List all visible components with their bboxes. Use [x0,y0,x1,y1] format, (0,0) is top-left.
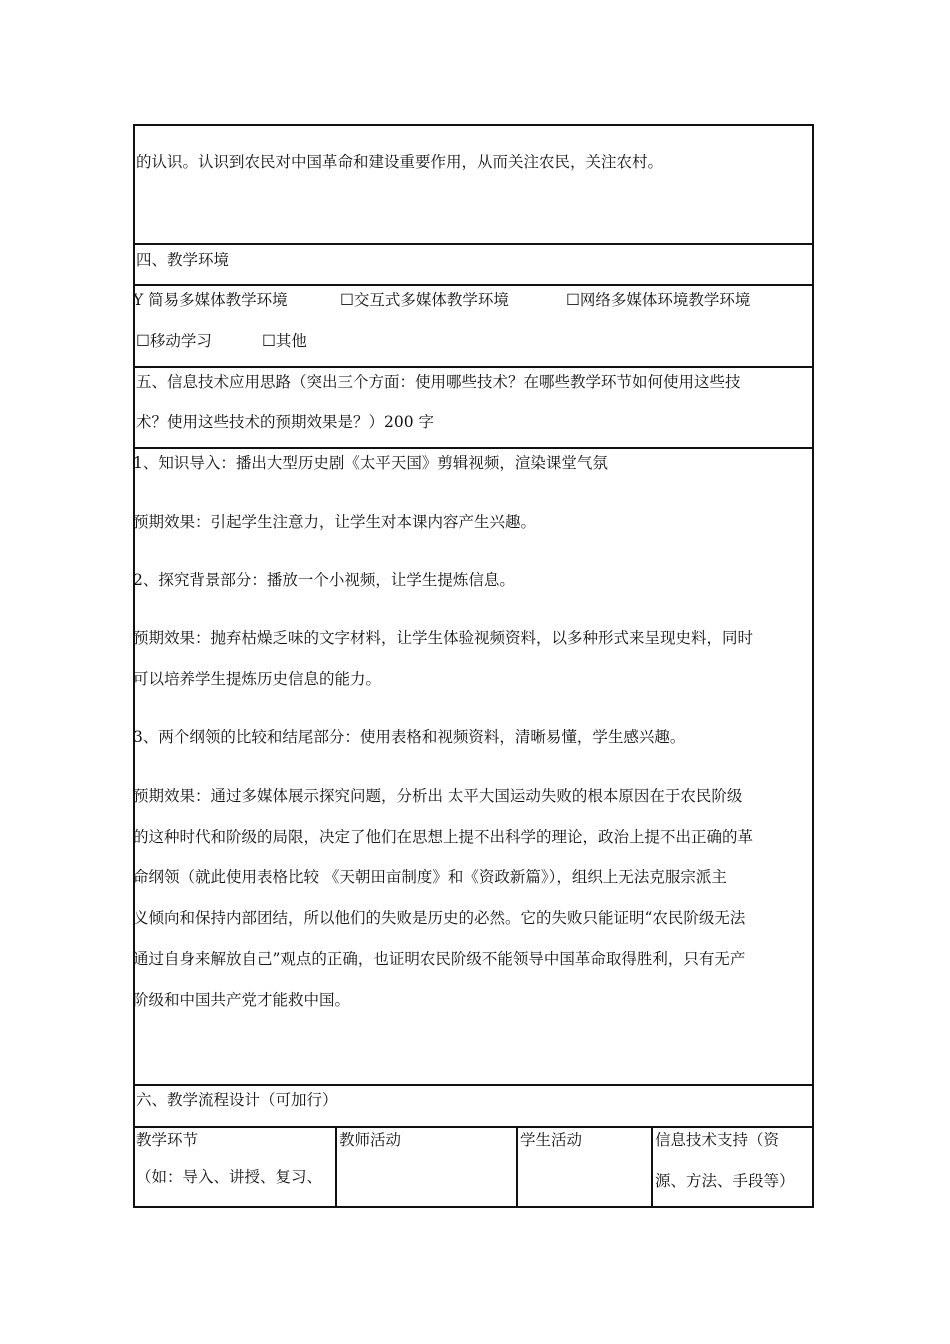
column-header-it-support: 源、方法、手段等） [655,1172,795,1190]
table-border-bottom [133,1206,814,1208]
it-approach-line: 预期效果：引起学生注意力，让学生对本课内容产生兴趣。 [133,513,537,531]
column-header-teacher-activity: 教师活动 [339,1131,402,1149]
it-approach-line: 阶级和中国共产党才能救中国。 [133,991,351,1009]
lesson-plan-table [133,124,814,1208]
row-divider [133,447,814,449]
it-approach-line: 预期效果：抛弃枯燥乏味的文字材料，让学生体验视频资料，以多种形式来呈现史料，同时 [133,629,754,647]
table-border-left [133,124,135,1208]
column-header-student-activity: 学生活动 [520,1131,583,1149]
it-approach-line: 1、知识导入：播出大型历史剧《太平天国》剪辑视频，渲染课堂气氛 [133,454,608,472]
section-heading-environment: 四、教学环境 [136,251,230,269]
it-approach-line: 3、两个纲领的比较和结尾部分：使用表格和视频资料，清晰易懂，学生感兴趣。 [133,728,686,746]
column-divider [516,1126,518,1208]
it-approach-line: 的这种时代和阶级的局限，决定了他们在思想上提不出科学的理论，政治上提不出正确的革 [133,828,754,846]
row-divider [133,284,814,286]
it-approach-line: 义倾向和保持内部团结，所以他们的失败是历史的必然。它的失败只能证明“农民阶级无法 [133,909,746,927]
option-other: ☐其他 [262,332,307,350]
it-approach-line: 命纲领（就此使用表格比较 《天朝田亩制度》和《资政新篇》），组织上无法克服宗派主 [133,868,727,886]
table-border-right [812,124,814,1208]
section-heading-it-approach: 术？使用这些技术的预期效果是？）200 字 [136,413,435,431]
row-divider [133,366,814,368]
column-divider [335,1126,337,1208]
column-divider [651,1126,653,1208]
option-simple-multimedia: Y 简易多媒体教学环境 [133,291,288,309]
it-approach-line: 通过自身来解放自己”观点的正确，也证明农民阶级不能领导中国革命取得胜利，只有无产 [133,950,746,968]
option-mobile-learning: ☐移动学习 [136,332,212,350]
row-divider [133,1126,814,1128]
row-divider [133,243,814,245]
section-heading-flow-design: 六、教学流程设计（可加行） [136,1091,338,1109]
option-interactive-multimedia: ☐交互式多媒体教学环境 [340,291,509,309]
column-header-it-support: 信息技术支持（资 [655,1131,780,1149]
column-header-teaching-stage: （如：导入、讲授、复习、 [136,1168,323,1186]
section-heading-it-approach: 五、信息技术应用思路（突出三个方面：使用哪些技术？在哪些教学环节如何使用这些技 [136,373,741,391]
row-divider [133,1084,814,1086]
it-approach-line: 预期效果：通过多媒体展示探究问题，分析出 太平大国运动失败的根本原因在于农民阶级 [133,787,743,805]
it-approach-line: 可以培养学生提炼历史信息的能力。 [133,670,382,688]
intro-text: 的认识。认识到农民对中国革命和建设重要作用，从而关注农民，关注农村。 [136,153,664,171]
option-network-multimedia: ☐网络多媒体环境教学环境 [566,291,751,309]
table-border-top [133,124,814,126]
column-header-teaching-stage: 教学环节 [136,1131,199,1149]
it-approach-line: 2、探究背景部分：播放一个小视频，让学生提炼信息。 [133,571,515,589]
